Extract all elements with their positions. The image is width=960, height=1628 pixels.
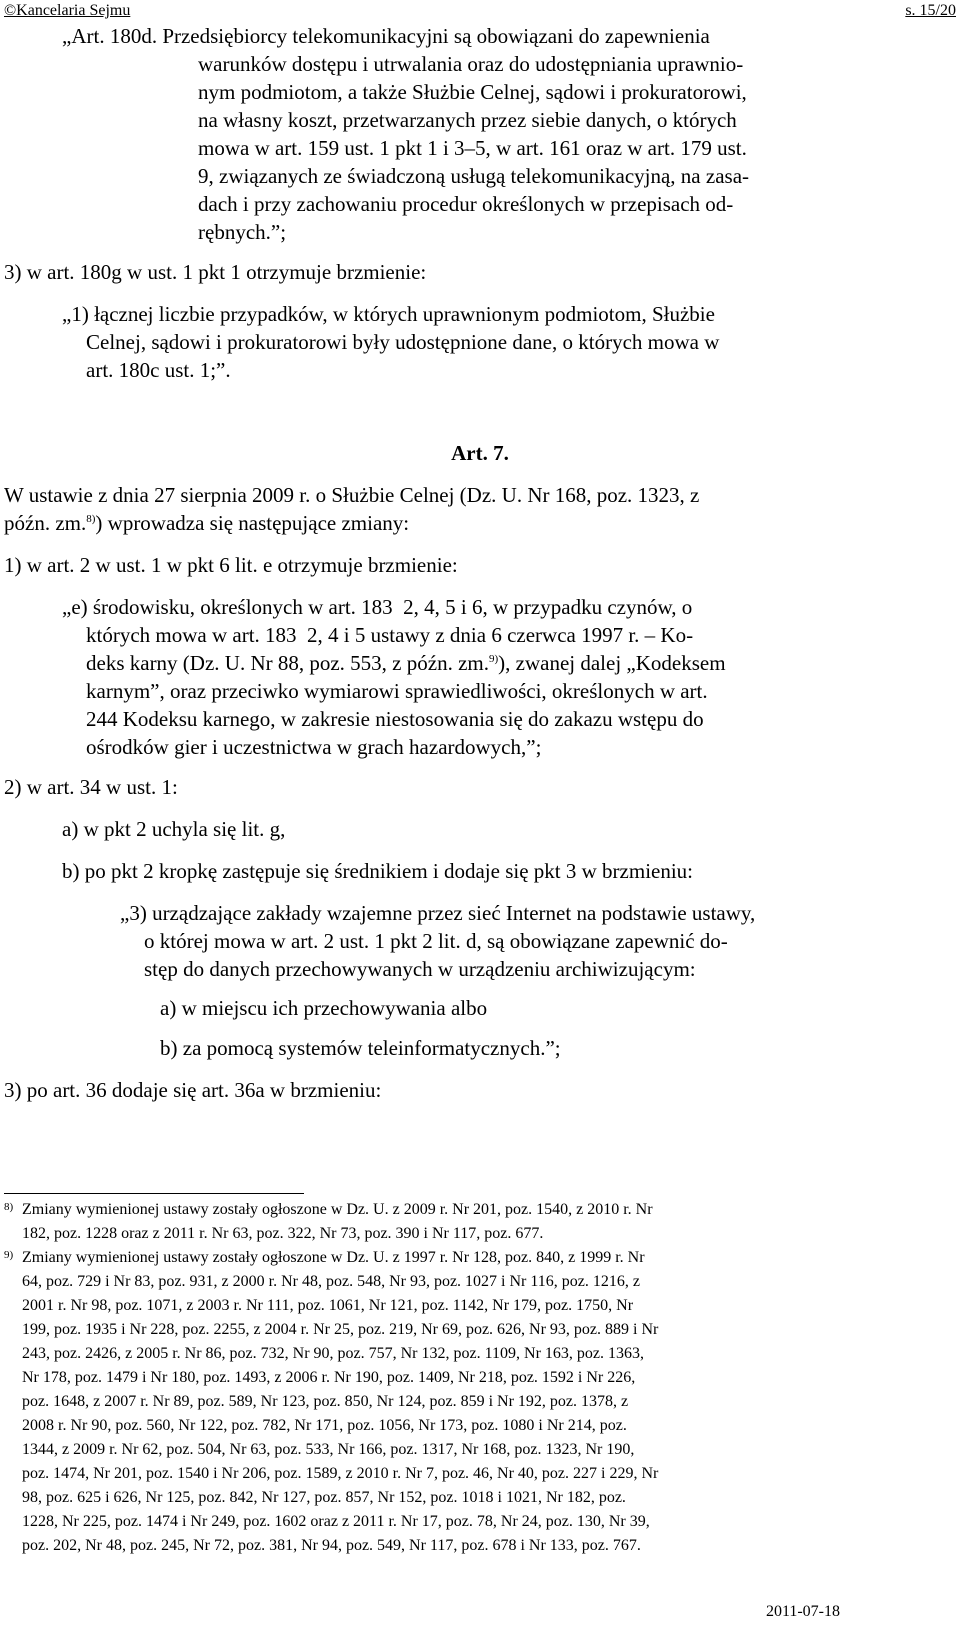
list-item: b) po pkt 2 kropkę zastępuje się średnikiem i dodaje się pkt 3 w brzmieniu: [62,859,694,883]
footnote-ref: 9) [488,653,499,665]
text-line: rębnych.”; [198,220,287,244]
text-line: późn. zm.$^{8)}$) wprowadza się następujące zmiany: [4,511,410,535]
list-item: b) za pomocą systemów teleinformatycznych.”; [160,1036,561,1060]
list-item: 1) w art. 2 w ust. 1 w pkt 6 lit. e otrzymuje brzmienie: [4,553,458,577]
footnote-line: poz. 1648, z 2007 r. Nr 89, poz. 589, Nr 123, poz. 850, Nr 124, poz. 859 i Nr 192, poz. 1378, z [22,1393,629,1410]
footnote-line: poz. 202, Nr 48, poz. 245, Nr 72, poz. 381, Nr 94, poz. 549, Nr 117, poz. 678 i Nr 133, poz. 767. [22,1537,641,1554]
text-line: ośrodków gier i uczestnictwa w grach hazardowych,”; [86,735,542,759]
text-line: karnym”, oraz przeciwko wymiarowi sprawiedliwości, określonych w art. [86,679,708,703]
footnote-line: poz. 1474, Nr 201, poz. 1540 i Nr 206, poz. 1589, z 2010 r. Nr 7, poz. 46, Nr 40, poz. 227 i 229, Nr [22,1465,659,1482]
footnote-line: Nr 178, poz. 1479 i Nr 180, poz. 1493, z 2006 r. Nr 190, poz. 1409, Nr 218, poz. 1592 i Nr 226, [22,1369,636,1386]
text-line: deks karny (Dz. U. Nr 88, poz. 553, z późn. zm.$^{9)}$), zwanej dalej „Kodeksem [86,651,726,675]
footnote-separator [4,1193,304,1194]
text-line: na własny koszt, przetwarzanych przez siebie danych, o których [198,108,737,132]
list-item: a) w miejscu ich przechowywania albo [160,996,488,1020]
footnote-line: 2008 r. Nr 90, poz. 560, Nr 122, poz. 782, Nr 171, poz. 1056, Nr 173, poz. 1080 i Nr 214, poz. [22,1417,627,1434]
footnote-line: 2001 r. Nr 98, poz. 1071, z 2003 r. Nr 111, poz. 1061, Nr 121, poz. 1142, Nr 179, poz. 1750, Nr [22,1297,634,1314]
footnote-line: Zmiany wymienionej ustawy zostały ogłoszone w Dz. U. z 1997 r. Nr 128, poz. 840, z 1999 r. Nr [22,1249,645,1266]
footnote-line: 64, poz. 729 i Nr 83, poz. 931, z 2000 r. Nr 48, poz. 548, Nr 93, poz. 1027 i Nr 116, poz. 1216, z [22,1273,640,1290]
footnote-line: 199, poz. 1935 i Nr 228, poz. 2255, z 2004 r. Nr 25, poz. 219, Nr 69, poz. 626, Nr 93, poz. 889 i Nr [22,1321,659,1338]
text-line: Celnej, sądowi i prokuratorowi były udostępnione dane, o których mowa w [86,330,720,354]
text-line: W ustawie z dnia 27 sierpnia 2009 r. o Służbie Celnej (Dz. U. Nr 168, poz. 1323, z [4,483,700,507]
footer-date: 2011-07-18 [765,1603,840,1620]
list-item: 3) po art. 36 dodaje się art. 36a w brzmieniu: [4,1078,382,1102]
footnote-line: 1344, z 2009 r. Nr 62, poz. 504, Nr 63, poz. 533, Nr 166, poz. 1317, Nr 168, poz. 1323, Nr 190, [22,1441,635,1458]
article-title: Art. 7. [451,441,509,465]
text-line: „3) urządzające zakłady wzajemne przez sieć Internet na podstawie ustawy, [120,901,756,925]
text-line: „Art. 180d. Przedsiębiorcy telekomunikacyjni są obowiązani do zapewnienia [62,24,710,48]
text-line: „e) środowisku, określonych w art. 183 2, 4, 5 i 6, w przypadku czynów, o [62,595,693,619]
text-line: stęp do danych przechowywanych w urządzeniu archiwizującym: [144,957,696,981]
text-line: których mowa w art. 183 2, 4 i 5 ustawy z dnia 6 czerwca 1997 r. – Ko- [86,623,694,647]
text-line: art. 180c ust. 1;”. [86,358,231,382]
list-item: a) w pkt 2 uchyla się lit. g, [62,817,286,841]
header-source: ©Kancelaria Sejmu [4,2,131,19]
text-line: 9, związanych ze świadczoną usługą telekomunikacyjną, na zasa- [198,164,750,188]
footnote-line: Zmiany wymienionej ustawy zostały ogłoszone w Dz. U. z 2009 r. Nr 201, poz. 1540, z 2010 r. Nr [22,1201,653,1218]
text-line: o której mowa w art. 2 ust. 1 pkt 2 lit. d, są obowiązane zapewnić do- [144,929,728,953]
footnote-line: 98, poz. 625 i 626, Nr 125, poz. 842, Nr 127, poz. 857, Nr 152, poz. 1018 i 1021, Nr 182, poz. [22,1489,626,1506]
text-line: dach i przy zachowaniu procedur określonych w przepisach od- [198,192,734,216]
footnote-line: 243, poz. 2426, z 2005 r. Nr 86, poz. 732, Nr 90, poz. 757, Nr 132, poz. 1109, Nr 163, poz. 1363, [22,1345,644,1362]
text-line: 244 Kodeksu karnego, w zakresie niestosowania się do zakazu wstępu do [86,707,704,731]
text-line: warunków dostępu i utrwalania oraz do udostępniania uprawnio- [198,52,744,76]
list-item: 2) w art. 34 w ust. 1: [4,775,178,799]
text-line: mowa w art. 159 ust. 1 pkt 1 i 3–5, w art. 161 oraz w art. 179 ust. [198,136,747,160]
header-page-number: s. 15/20 [905,2,956,19]
footnote-ref: 8) [86,513,96,525]
footnote-line: 1228, Nr 225, poz. 1474 i Nr 249, poz. 1602 oraz z 2011 r. Nr 17, poz. 78, Nr 24, poz. 130, Nr 39, [22,1513,650,1530]
footnote-line: 182, poz. 1228 oraz z 2011 r. Nr 63, poz. 322, Nr 73, poz. 390 i Nr 117, poz. 677. [22,1225,544,1242]
list-item: 3) w art. 180g w ust. 1 pkt 1 otrzymuje brzmienie: [4,260,427,284]
page-header [0,0,960,24]
text-line: „1) łącznej liczbie przypadków, w których uprawnionym podmiotom, Służbie [62,302,715,326]
text-line: nym podmiotom, a także Służbie Celnej, sądowi i prokuratorowi, [198,80,747,104]
